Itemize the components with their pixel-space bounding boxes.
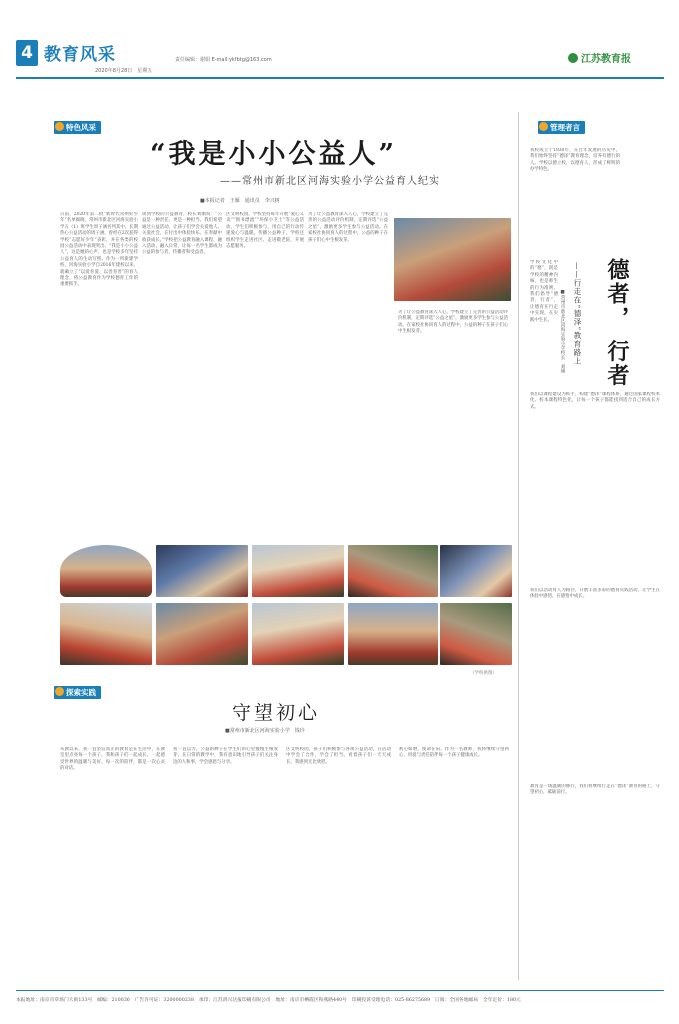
sidebar-para-1: 我校成立于1930年，在百年发展的历史中，我们始终坚持“德泽”教育理念，培养有德行的人。学校以德立校，以德育人，形成了鲜明的办学特色。	[530, 148, 620, 173]
tag-explore	[54, 685, 101, 699]
sidebar-title	[598, 258, 632, 388]
footer-info: 本报地址：南京市草场门大街133号 邮编：210036 广告许可证：3200000238 承印：江苏鸿兴达报印刷有限公司 地址：南京市栖霞区和燕路440号 印刷投诉受理电话：025-86275689 订阅：全国各地邮局 全年定价：180元	[16, 998, 521, 1003]
tag-feature	[54, 120, 101, 134]
tag-dot-icon	[55, 687, 64, 696]
sidebar-para-3: 我们以课程建设为抓手，构建“德泽”课程体系，通过国家课程校本化、校本课程特色化，让每一个孩子都能找到适合自己的成长方式。	[530, 392, 660, 410]
article2-col-2: 我一直以为，公益的种子在学生们的心里慢慢生根发芽。在日常的教学中，我有意识地引导孩子们关注身边的人和事，学会感恩与分享。	[173, 747, 278, 765]
collage-photo-2	[156, 545, 248, 597]
article1-title: “我是小小公益人”	[150, 139, 398, 170]
brand-logo	[568, 50, 631, 65]
tag-feature-label: 特色风采	[66, 122, 96, 132]
sidebar-title-line-2: 行者	[604, 339, 630, 388]
article1-subtitle: ——常州市新北区河海实验小学公益育人纪实	[220, 176, 440, 187]
sidebar-para-2: 学校文化中的“德”，既是学校的精神内核，也是师生的行为准则。我们倡导“德者，行者”，让德育在行走中实现，在实践中生长。	[530, 260, 558, 323]
article2-col-3: 区文明校园，孩子们积极参与各项公益活动，在活动中学会了合作，学会了担当。看着孩子们一天天成长，我感到无比欣慰。	[286, 747, 391, 765]
tag-dot-icon	[55, 122, 64, 131]
article1-col-4: 为了让公益教育深入人心，学校建立了完善的公益活动评价机制，定期评选“公益之星”，激励更多学生参与公益活动。在家校社协同育人的过程中，公益的种子在孩子们心中生根发芽。	[308, 212, 388, 243]
photo-caption: （学校供图）	[470, 671, 497, 676]
sidebar-byline: ■常州市新北区河海实验小学校长 刘刚	[560, 290, 565, 374]
article2-title: 守望初心	[232, 702, 321, 724]
article2-col-1: 从教以来，我一直坚信真正的教育是在生活中，在教室里点亮每一个孩子。我和孩子们一起成长，一起感受世界的温暖与美好。每一次的陪伴，都是一次心灵的对话。	[60, 747, 165, 772]
article1-col-3: 区文明校园，学校坚持每年开展“爱心义卖”“图书漂流”“环保小卫士”等公益活动，学生们积极参与，用自己的行动传递爱心与温暖。传播公益种子，学校还组织学生走进社区、走进敬老院，开展志愿服务。	[226, 212, 304, 250]
collage-photo-4	[348, 545, 438, 597]
tag-manager	[538, 120, 585, 134]
page-number: 4	[21, 43, 33, 63]
collage-photo-3	[252, 545, 344, 597]
sidebar-para-5: 教育是一场温暖的修行，我们将继续行走在“德泽”教育的路上，守望初心，砥砺前行。	[530, 784, 660, 796]
collage-photo-10	[440, 603, 512, 665]
footer-rule	[16, 990, 664, 991]
header-editor: 责任编辑：谢娟 E-mail:ykfbtg@163.com	[175, 57, 272, 63]
collage-photo-5	[440, 545, 512, 597]
header-rule	[16, 77, 664, 79]
article1-col-1: 日前，2020年第二批“新时代常州好少年”名单揭晓，常州市新北区河海实验小学五（1）班学生周子涵名列其中。长期热心公益活动的周子涵，曾经在2次获得学校“志愿好少年”表彰，并在各类的校园公益活动中表现突出。“我是小小公益人”，这是她的心声，也是学校多年坚持公益育人的生动写照。作为一所新建学校，河海实验小学自2016年建校以来，就确立了“以爱育爱、以善育善”的育人理念，将公益教育作为学校德育工作的重要抓手。	[60, 212, 138, 288]
article1-col-2: 谈到学校的公益教育，校长刘刚说：“公益是一种责任，更是一种担当。我们希望通过公益活动，让孩子们学会关爱他人、关爱社会，在付出中体验快乐，在奉献中收获成长。”学校把公益教育融入课程、融入活动、融入日常，让每一名学生都成为公益的参与者、传播者和受益者。	[142, 212, 222, 256]
article1-col-5: 为了让公益教育深入人心，学校建立了完善的公益活动评价机制，定期评选“公益之星”，激励更多学生参与公益活动。在家校社协同育人的过程中，公益的种子在孩子们心中生根发芽。	[398, 310, 508, 335]
sidebar-title-line-1: 德者，	[604, 258, 630, 330]
tag-explore-label: 探索实践	[66, 687, 96, 697]
collage-photo-9	[348, 603, 438, 665]
section-title: 教育风采	[44, 45, 116, 65]
tag-dot-icon	[539, 122, 548, 131]
brand-icon	[568, 53, 578, 63]
column-divider	[518, 112, 519, 980]
article2-byline: ■常州市新北区河海实验小学 钱玲	[225, 728, 305, 734]
sidebar-subtitle: ——行走在“德泽”教育路上	[573, 262, 582, 366]
page-number-badge	[16, 40, 38, 66]
collage-photo-8	[252, 603, 344, 665]
article1-byline: ■本报记者 王雁 通讯员 李兴树	[200, 198, 280, 204]
header-date: 2020年8月28日 星期五	[95, 68, 153, 74]
collage-photo-1	[60, 545, 152, 597]
brand-name: 江苏教育报	[581, 54, 631, 65]
tag-manager-label: 管理者言	[550, 122, 580, 132]
collage-photo-6	[60, 603, 152, 665]
article1-photo-top	[394, 218, 511, 301]
sidebar-para-4: 我们以活动育人为路径，开展丰富多彩的德育实践活动，让学生在体验中感悟，在感悟中成长。	[530, 588, 660, 600]
article2-col-4: 初心如磐，使命在肩。作为一名教师，我将继续守望初心，用爱与责任陪伴每一个孩子健康成长。	[399, 747, 509, 759]
collage-photo-7	[156, 603, 248, 665]
